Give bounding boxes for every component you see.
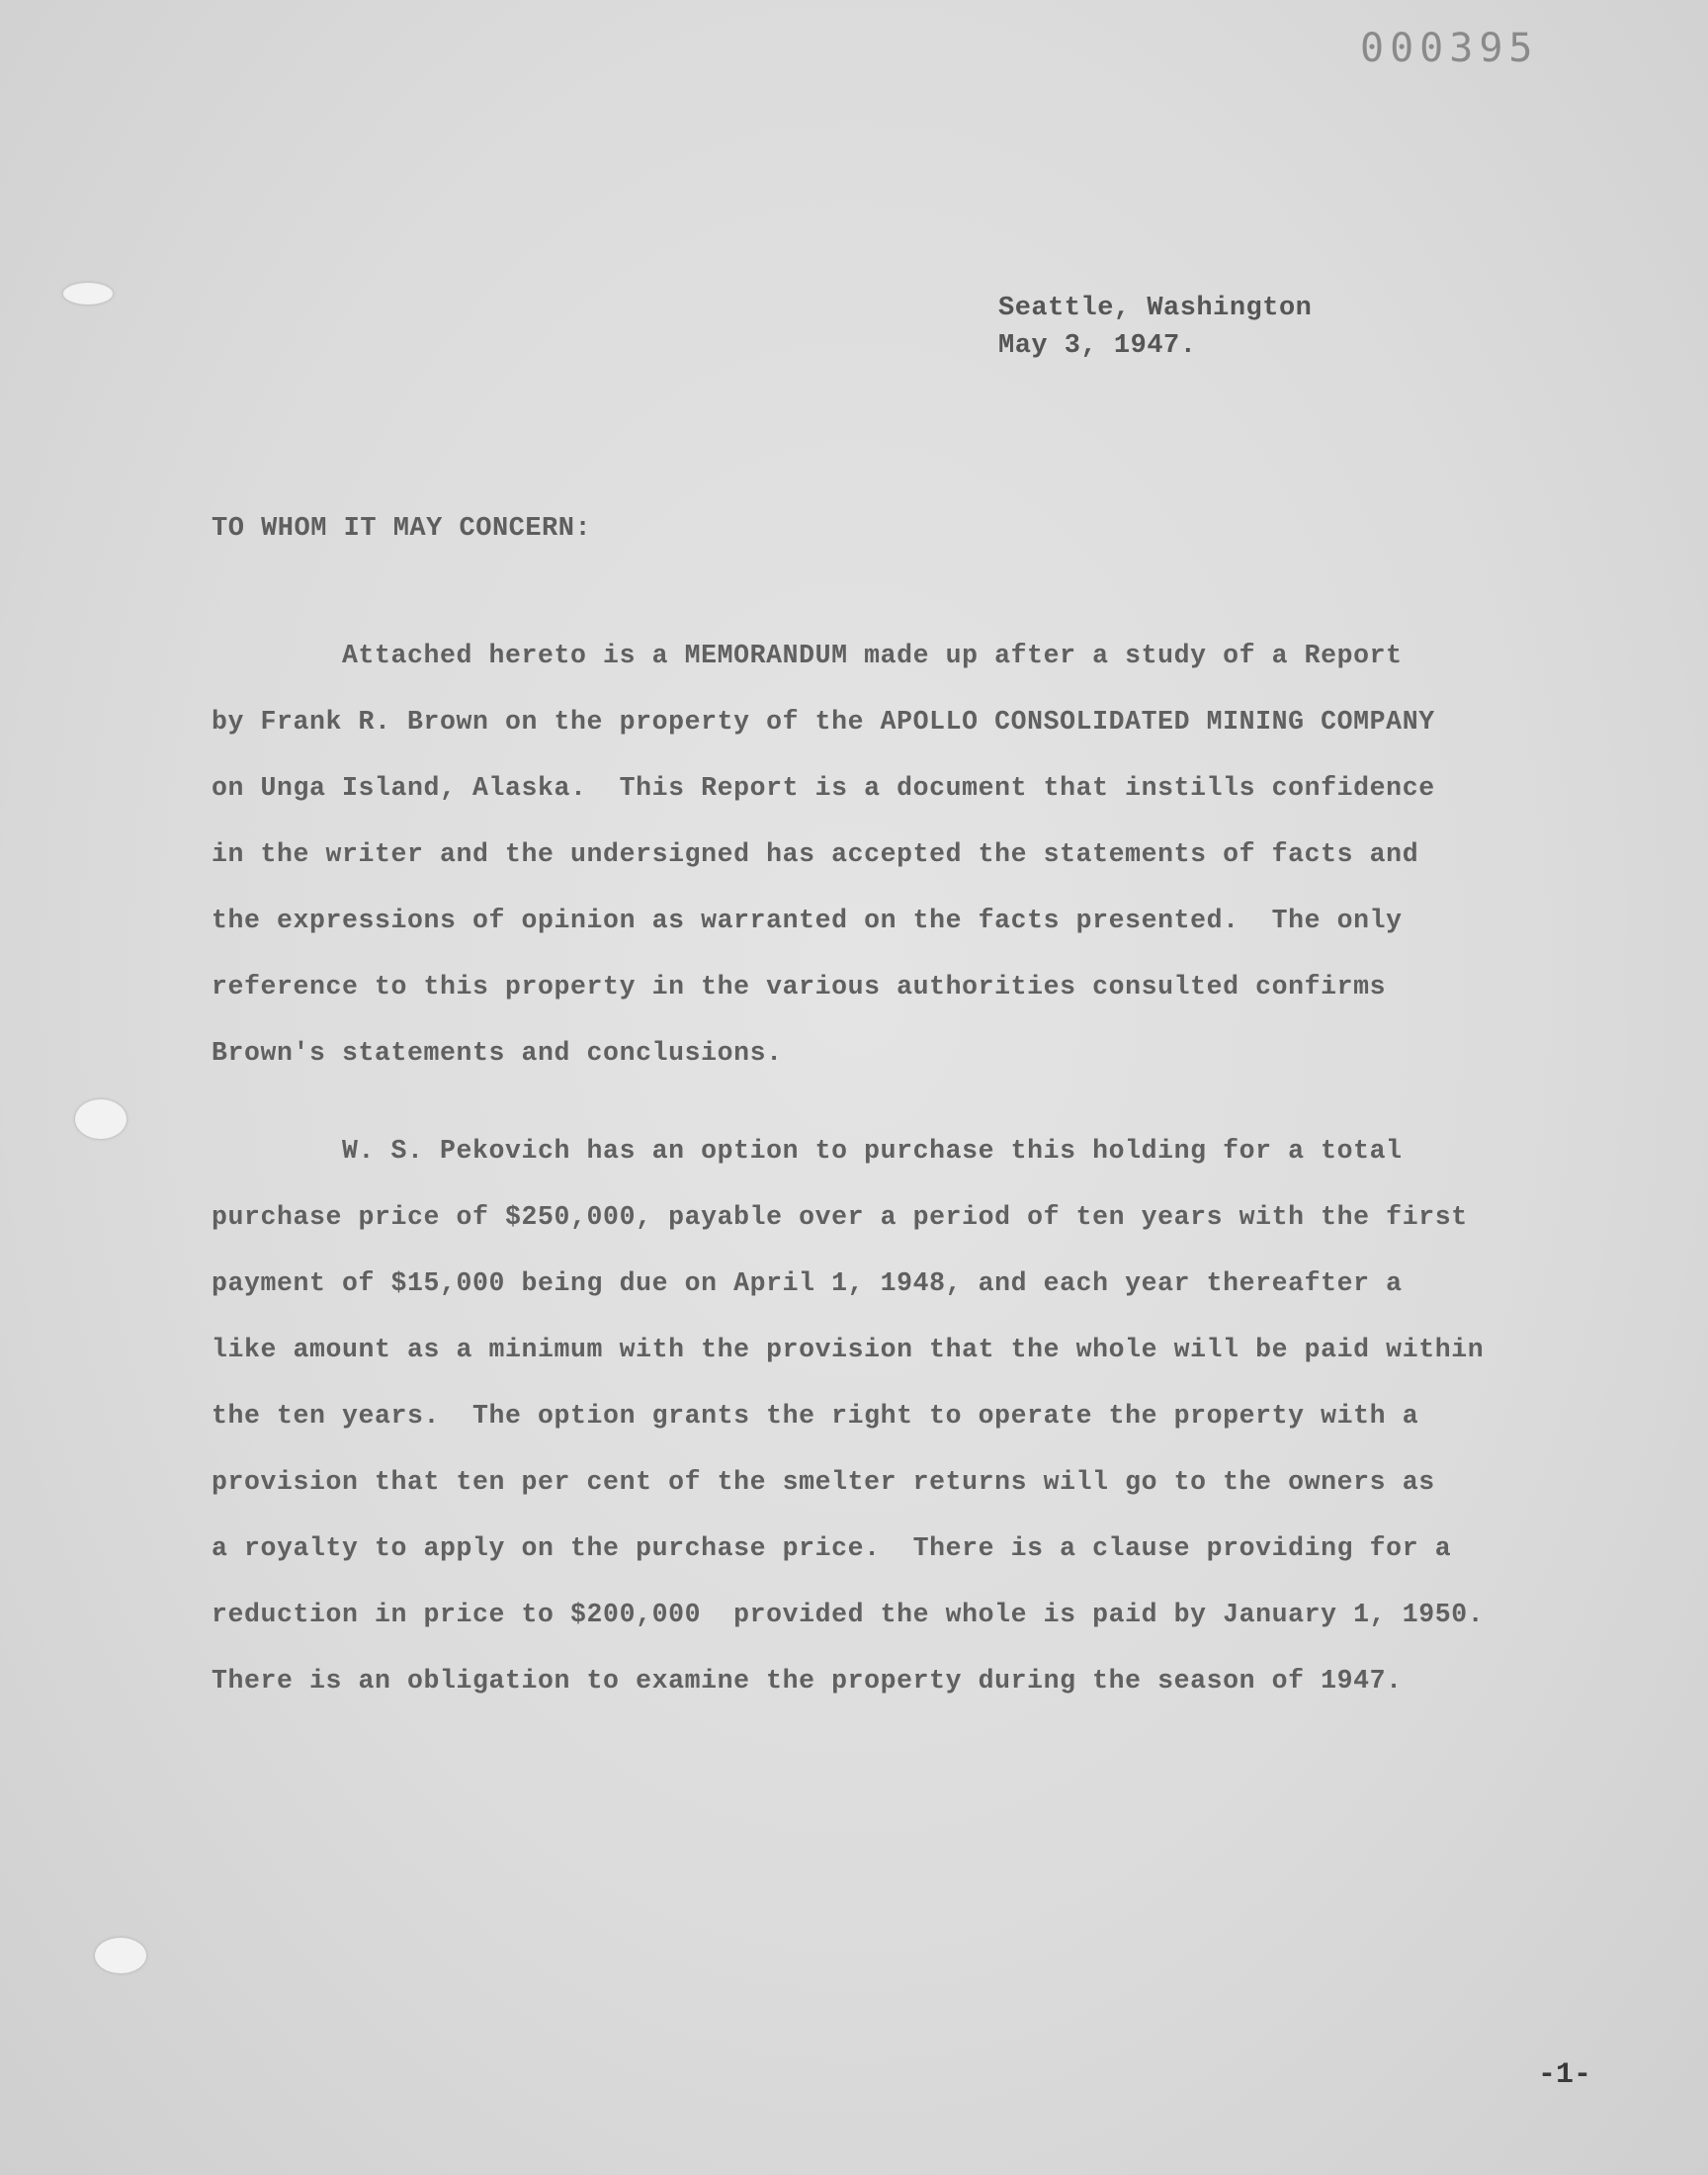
text-line: Brown's statements and conclusions. — [212, 1038, 783, 1068]
text-line: There is an obligation to examine the property during the season of 1947. — [212, 1666, 1403, 1696]
page-number: -1- — [1538, 2058, 1592, 2092]
body-paragraph-2 — [212, 1118, 1516, 1714]
text-line: by Frank R. Brown on the property of the APOLLO CONSOLIDATED MINING COMPANY — [212, 707, 1435, 737]
text-line: like amount as a minimum with the provision that the whole will be paid within — [212, 1335, 1485, 1364]
text-line: provision that ten per cent of the smelter returns will go to the owners as — [212, 1467, 1435, 1497]
text-line: a royalty to apply on the purchase price. There is a clause providing for a — [212, 1533, 1452, 1563]
text-line: the expressions of opinion as warranted on the facts presented. The only — [212, 906, 1403, 935]
punch-hole — [63, 283, 113, 304]
text-line: Attached hereto is a MEMORANDUM made up after a study of a Report — [212, 641, 1403, 670]
salutation: TO WHOM IT MAY CONCERN: — [212, 514, 592, 544]
text-line: in the writer and the undersigned has accepted the statements of facts and — [212, 839, 1419, 869]
text-line: reference to this property in the various authorities consulted confirms — [212, 972, 1387, 1001]
dateline-place: Seattle, Washington — [998, 294, 1313, 323]
text-line: on Unga Island, Alaska. This Report is a document that instills confidence — [212, 773, 1435, 803]
text-line: reduction in price to $200,000 provided the whole is paid by January 1, 1950. — [212, 1600, 1485, 1629]
document-number-stamp: 000395 — [1360, 26, 1539, 71]
dateline-date: May 3, 1947. — [998, 331, 1197, 361]
text-line: purchase price of $250,000, payable over a period of ten years with the first — [212, 1202, 1468, 1232]
punch-hole — [75, 1099, 127, 1139]
text-line: W. S. Pekovich has an option to purchase this holding for a total — [212, 1136, 1403, 1166]
text-line: payment of $15,000 being due on April 1, 1948, and each year thereafter a — [212, 1268, 1403, 1298]
punch-hole — [95, 1938, 146, 1973]
body-paragraph-1 — [212, 623, 1516, 1087]
dateline — [998, 290, 1312, 365]
text-line: the ten years. The option grants the right to operate the property with a — [212, 1401, 1419, 1431]
